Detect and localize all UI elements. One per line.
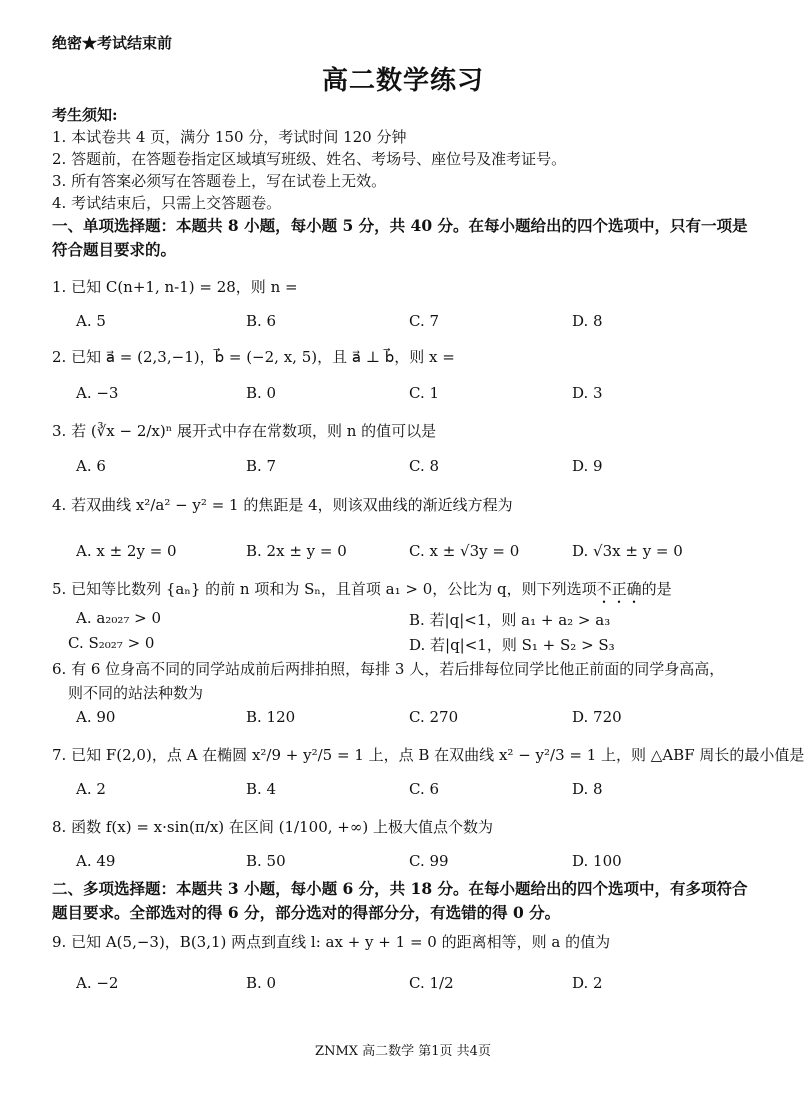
question-stem: 7. 已知 F(2,0)，点 A 在椭圆 x²/9 + y²/5 = 1 上，点 B 在双曲线 x² − y²/3 = 1 上，则 △ABF 周长的最小值是: [52, 746, 805, 764]
option-a: A. x ± 2y = 0: [76, 542, 177, 560]
option-c: C. x ± √3y = 0: [409, 542, 520, 560]
option-b: B. 120: [246, 708, 296, 726]
option-c: C. 7: [409, 312, 440, 330]
section-heading: 一、单项选择题：本题共 8 小题，每小题 5 分，共 40 分。在每小题给出的四个选项中，只有一项是: [52, 216, 748, 235]
option-b: B. 0: [246, 384, 277, 402]
option-d: D. 8: [572, 312, 603, 330]
option-c: C. 270: [409, 708, 459, 726]
option-c: C. 8: [409, 457, 440, 475]
question-stem: 2. 已知 a⃗ = (2,3,−1)，b⃗ = (−2, x, 5)，且 a⃗ ⊥ b⃗，则 x =: [52, 348, 455, 366]
option-a: A. 49: [76, 852, 116, 870]
question-stem: 6. 有 6 位身高不同的同学站成前后两排拍照，每排 3 人，若后排每位同学比他正前面的同学身高高，: [52, 660, 725, 678]
confidential-label: 绝密★考试结束前: [52, 34, 173, 52]
option-a: A. −3: [76, 384, 119, 402]
stem-text: 5. 已知等比数列 {aₙ} 的前 n 项和为 Sₙ，且首项 a₁ > 0，公比为 q，则下列选项: [52, 580, 597, 598]
page-footer: ZNMX 高二数学 第1页 共4页: [315, 1044, 491, 1059]
option-c: C. 6: [409, 780, 440, 798]
option-d: D. 2: [572, 974, 603, 992]
question-stem: [52, 578, 672, 607]
option-c: C. 1/2: [409, 974, 454, 992]
option-a: A. a₂₀₂₇ > 0: [76, 609, 162, 627]
note-item: 1. 本试卷共 4 页，满分 150 分，考试时间 120 分钟: [52, 128, 407, 146]
option-d: D. 若|q|<1，则 S₁ + S₂ > S₃: [409, 636, 615, 654]
emphasis-text: 不正确: [596, 580, 642, 598]
option-c: C. S₂₀₂₇ > 0: [68, 634, 155, 652]
option-d: D. √3x ± y = 0: [572, 542, 683, 560]
section-heading: 二、多项选择题：本题共 3 小题，每小题 6 分，共 18 分。在每小题给出的四个选项中，有多项符合: [52, 879, 748, 898]
option-d: D. 8: [572, 780, 603, 798]
option-b: B. 若|q|<1，则 a₁ + a₂ > a₃: [409, 611, 611, 629]
question-stem: 8. 函数 f(x) = x·sin(π/x) 在区间 (1/100, +∞) 上极大值点个数为: [52, 818, 493, 836]
option-d: D. 3: [572, 384, 603, 402]
option-b: B. 6: [246, 312, 277, 330]
option-c: C. 1: [409, 384, 440, 402]
question-stem-cont: 则不同的站法种数为: [68, 684, 204, 702]
section-heading-cont: 符合题目要求的。: [52, 240, 177, 259]
question-stem: 9. 已知 A(5,−3)，B(3,1) 两点到直线 l: ax + y + 1 = 0 的距离相等，则 a 的值为: [52, 933, 611, 951]
question-stem: 4. 若双曲线 x²/a² − y² = 1 的焦距是 4，则该双曲线的渐近线方程为: [52, 496, 513, 514]
page-title: 高二数学练习: [321, 66, 484, 96]
option-b: B. 50: [246, 852, 286, 870]
option-a: A. 5: [76, 312, 106, 330]
option-a: A. 2: [76, 780, 106, 798]
option-d: D. 9: [572, 457, 603, 475]
option-d: D. 100: [572, 852, 622, 870]
question-stem: 1. 已知 C(n+1, n-1) = 28，则 n =: [52, 278, 298, 296]
note-item: 2. 答题前，在答题卷指定区域填写班级、姓名、考场号、座位号及准考证号。: [52, 150, 567, 168]
notes-heading: 考生须知:: [52, 106, 118, 124]
note-item: 3. 所有答案必须写在答题卷上，写在试卷上无效。: [52, 172, 387, 190]
section-heading-cont: 题目要求。全部选对的得 6 分，部分选对的得部分分，有选错的得 0 分。: [52, 903, 561, 922]
option-b: B. 7: [246, 457, 277, 475]
stem-text: 的是: [641, 580, 672, 598]
option-a: A. −2: [76, 974, 119, 992]
option-a: A. 90: [76, 708, 116, 726]
option-b: B. 4: [246, 780, 277, 798]
option-c: C. 99: [409, 852, 449, 870]
question-stem: 3. 若 (∛x − 2/x)ⁿ 展开式中存在常数项，则 n 的值可以是: [52, 422, 437, 440]
option-a: A. 6: [76, 457, 106, 475]
option-b: B. 0: [246, 974, 277, 992]
option-d: D. 720: [572, 708, 622, 726]
note-item: 4. 考试结束后，只需上交答题卷。: [52, 194, 282, 212]
option-b: B. 2x ± y = 0: [246, 542, 347, 560]
